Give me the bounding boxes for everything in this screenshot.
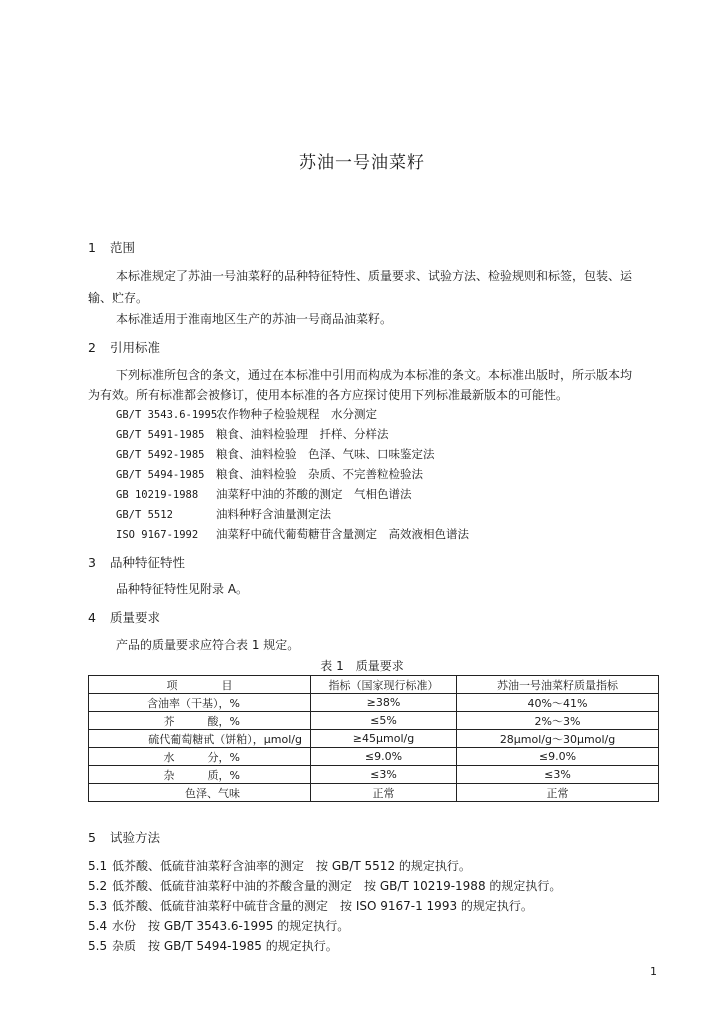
standard-code: GB 10219-1988 <box>116 489 199 501</box>
table-cell-item: 杂 质，% <box>89 766 311 784</box>
paragraph: 本标准规定了苏油一号油菜籽的品种特征特性、质量要求、试验方法、检验规则和标签，包装、运 <box>116 269 633 283</box>
section-title: 引用标准 <box>110 340 161 355</box>
section-number: 1 <box>88 240 96 255</box>
table-cell-national: ≤9.0% <box>311 748 457 766</box>
paragraph: 本标准适用于淮南地区生产的苏油一号商品油菜籽。 <box>116 312 393 326</box>
table-cell-suyou: 28μmol/g～30μmol/g <box>457 730 659 748</box>
section-3-heading <box>88 553 185 571</box>
standard-name: 油料种籽含油量测定法 <box>216 507 331 521</box>
section-5-heading <box>88 828 160 846</box>
clause-number: 5.5 <box>88 939 108 953</box>
paragraph: 下列标准所包含的条文，通过在本标准中引用而构成为本标准的条文。本标准出版时，所示版本均 <box>116 368 633 382</box>
section-number: 2 <box>88 340 96 355</box>
section-2-heading <box>88 338 160 356</box>
standard-code: GB/T 3543.6-1995 <box>116 409 218 421</box>
paragraph: 品种特征特性见附录 A。 <box>116 582 249 596</box>
reference-standard <box>116 486 412 502</box>
standard-code: GB/T 5494-1985 <box>116 469 205 481</box>
table-row <box>89 694 659 712</box>
page-title: 苏油一号油菜籽 <box>299 153 425 173</box>
paragraph: 产品的质量要求应符合表 1 规定。 <box>116 638 300 652</box>
section-title: 质量要求 <box>110 610 161 625</box>
section-1-heading <box>88 238 135 256</box>
section-title: 范围 <box>110 240 136 255</box>
standard-name: 油菜籽中油的芥酸的测定 气相色谱法 <box>216 487 412 501</box>
table-cell-item: 芥 酸，% <box>89 712 311 730</box>
reference-standard <box>116 466 423 482</box>
table-header-cell: 项 目 <box>89 676 311 694</box>
standard-code: GB/T 5491-1985 <box>116 429 205 441</box>
table-row <box>89 766 659 784</box>
table-cell-item: 色泽、气味 <box>89 784 311 802</box>
clause-text: 水份 按 GB/T 3543.6-1995 的规定执行。 <box>112 919 350 933</box>
reference-standard <box>116 406 377 422</box>
clause-text: 低芥酸、低硫苷油菜籽含油率的测定 按 GB/T 5512 的规定执行。 <box>112 859 471 873</box>
table-cell-national: ≤3% <box>311 766 457 784</box>
table-cell-item: 硫代葡萄糖甙（饼粕），μmol/g <box>89 730 311 748</box>
section-4-heading <box>88 608 160 626</box>
clause-text: 杂质 按 GB/T 5494-1985 的规定执行。 <box>112 939 338 953</box>
table-cell-national: ≥45μmol/g <box>311 730 457 748</box>
table-row <box>89 712 659 730</box>
clause-text: 低芥酸、低硫苷油菜籽中硫苷含量的测定 按 ISO 9167-1 1993 的规定执行。 <box>112 899 533 913</box>
table-cell-national: ≤5% <box>311 712 457 730</box>
clause-number: 5.1 <box>88 859 108 873</box>
table-row <box>89 730 659 748</box>
section-number: 3 <box>88 555 96 570</box>
table-cell-national: ≥38% <box>311 694 457 712</box>
table-header-cell: 指标（国家现行标准） <box>311 676 457 694</box>
method-item <box>88 937 338 954</box>
reference-standard <box>116 426 389 442</box>
section-number: 5 <box>88 830 96 845</box>
table-cell-national: 正常 <box>311 784 457 802</box>
clause-text: 低芥酸、低硫苷油菜籽中油的芥酸含量的测定 按 GB/T 10219-1988 的规定执行。 <box>112 879 562 893</box>
quality-requirements-table <box>88 675 659 802</box>
clause-number: 5.3 <box>88 899 108 913</box>
section-title: 品种特征特性 <box>110 555 186 570</box>
method-item <box>88 857 471 874</box>
table-header-cell: 苏油一号油菜籽质量指标 <box>457 676 659 694</box>
reference-standard <box>116 506 331 522</box>
standard-name: 粮食、油料检验 杂质、不完善粒检验法 <box>216 467 423 481</box>
table-cell-suyou: ≤9.0% <box>457 748 659 766</box>
standard-name: 油菜籽中硫代葡萄糖苷含量测定 高效液相色谱法 <box>216 527 469 541</box>
standard-code: ISO 9167-1992 <box>116 529 199 541</box>
table-row <box>89 748 659 766</box>
clause-number: 5.4 <box>88 919 108 933</box>
table-cell-item: 含油率（干基），% <box>89 694 311 712</box>
table-cell-suyou: 40%～41% <box>457 694 659 712</box>
table-cell-suyou: 正常 <box>457 784 659 802</box>
table-cell-item: 水 分，% <box>89 748 311 766</box>
method-item <box>88 897 533 914</box>
reference-standard <box>116 526 469 542</box>
standard-name: 农作物种子检验规程 水分测定 <box>216 407 377 421</box>
table-caption: 表 1 质量要求 <box>320 659 404 673</box>
method-item <box>88 877 561 894</box>
standard-name: 粮食、油料检验 色泽、气味、口味鉴定法 <box>216 447 435 461</box>
table-cell-suyou: 2%～3% <box>457 712 659 730</box>
page-number: 1 <box>650 965 657 978</box>
table-row <box>89 784 659 802</box>
method-item <box>88 917 349 934</box>
paragraph: 输、贮存。 <box>88 291 149 305</box>
standard-name: 粮食、油料检验理 扦样、分样法 <box>216 427 389 441</box>
standard-code: GB/T 5492-1985 <box>116 449 205 461</box>
reference-standard <box>116 446 435 462</box>
section-title: 试验方法 <box>110 830 161 845</box>
standard-code: GB/T 5512 <box>116 509 173 521</box>
table-header-row <box>89 676 659 694</box>
section-number: 4 <box>88 610 96 625</box>
clause-number: 5.2 <box>88 879 108 893</box>
table-cell-suyou: ≤3% <box>457 766 659 784</box>
paragraph: 为有效。所有标准都会被修订，使用本标准的各方应探讨使用下列标准最新版本的可能性。 <box>88 388 569 402</box>
